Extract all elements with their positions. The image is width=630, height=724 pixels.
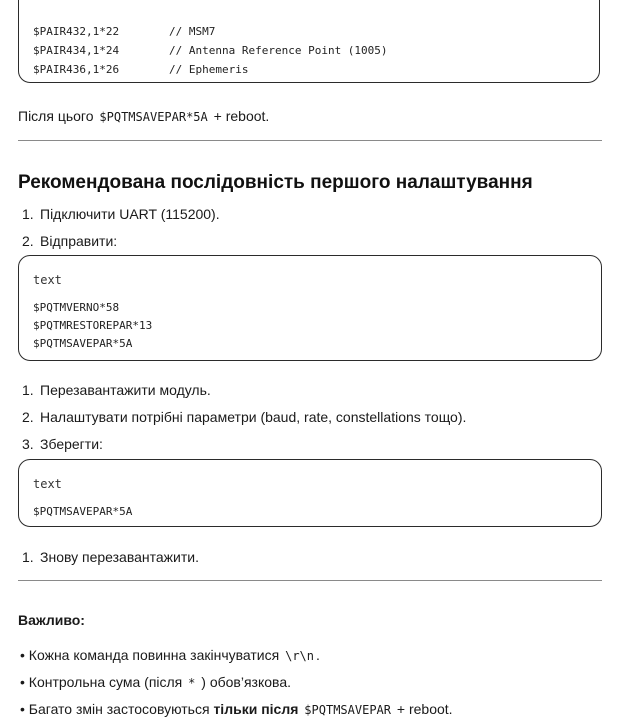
- code-language-label: text: [33, 273, 62, 287]
- code-line: $PQTMRESTOREPAR*13: [33, 319, 153, 332]
- important-heading: Важливо:: [18, 612, 85, 628]
- code-comment: // Ephemeris: [169, 63, 249, 76]
- list-text: Налаштувати потрібні параметри (baud, rate, constellations тощо).: [40, 409, 467, 425]
- list-text: Знову перезавантажити.: [40, 549, 199, 565]
- list-text: Підключити UART (115200).: [40, 206, 220, 222]
- bullet-item: [20, 647, 320, 663]
- divider: [18, 580, 602, 581]
- inline-code: \r\n: [285, 649, 315, 663]
- list-number: 1.: [22, 382, 34, 398]
- code-line: $PAIR434,1*24: [33, 44, 120, 57]
- bullet-bold-text: тільки після: [213, 701, 299, 717]
- list-item: [22, 549, 199, 565]
- bullet-suffix: + reboot.: [396, 701, 453, 717]
- section-heading: Рекомендована послідовність першого налаштування: [18, 172, 533, 193]
- code-line: $PQTMSAVEPAR*5A: [33, 505, 133, 518]
- inline-code: *: [188, 676, 196, 690]
- code-line: $PAIR432,1*22: [33, 25, 120, 38]
- code-line: $PAIR436,1*26: [33, 63, 120, 76]
- bullet-text: Кожна команда повинна закінчуватися: [28, 647, 280, 663]
- list-item: [22, 233, 117, 249]
- code-block-save: [18, 459, 602, 527]
- list-text: Відправити:: [40, 233, 118, 249]
- code-comment: // MSM7: [169, 25, 216, 38]
- list-number: 1.: [22, 549, 34, 565]
- list-text: Перезавантажити модуль.: [40, 382, 211, 398]
- inline-code: $PQTMSAVEPAR*5A: [99, 110, 208, 124]
- list-item: [22, 436, 103, 452]
- bullet-marker: •: [20, 701, 25, 717]
- list-item: [22, 382, 211, 398]
- code-block-pair-messages: [18, 0, 600, 83]
- divider: [18, 140, 602, 141]
- bullet-item: [20, 674, 291, 690]
- list-number: 1.: [22, 206, 34, 222]
- list-number: 2.: [22, 233, 34, 249]
- bullet-marker: •: [20, 674, 25, 690]
- bullet-suffix: ) обов’язкова.: [201, 674, 291, 690]
- code-block-init: [18, 255, 602, 361]
- bullet-text: Контрольна сума (після: [28, 674, 183, 690]
- code-line: $PQTMSAVEPAR*5A: [33, 337, 133, 350]
- list-number: 3.: [22, 436, 34, 452]
- save-instruction: [18, 108, 269, 124]
- save-instruction-suffix: + reboot.: [213, 108, 270, 124]
- list-text: Зберегти:: [40, 436, 103, 452]
- save-instruction-prefix: Після цього: [18, 108, 94, 124]
- bullet-text: Багато змін застосовуються: [28, 701, 210, 717]
- code-language-label: text: [33, 477, 62, 491]
- code-comment: // Antenna Reference Point (1005): [169, 44, 388, 57]
- list-item: [22, 206, 220, 222]
- inline-code: $PQTMSAVEPAR: [304, 703, 391, 717]
- bullet-item: [20, 701, 453, 717]
- list-item: [22, 409, 466, 425]
- bullet-marker: •: [20, 647, 25, 663]
- list-number: 2.: [22, 409, 34, 425]
- code-line: $PQTMVERNO*58: [33, 301, 120, 314]
- bullet-suffix: .: [316, 647, 320, 663]
